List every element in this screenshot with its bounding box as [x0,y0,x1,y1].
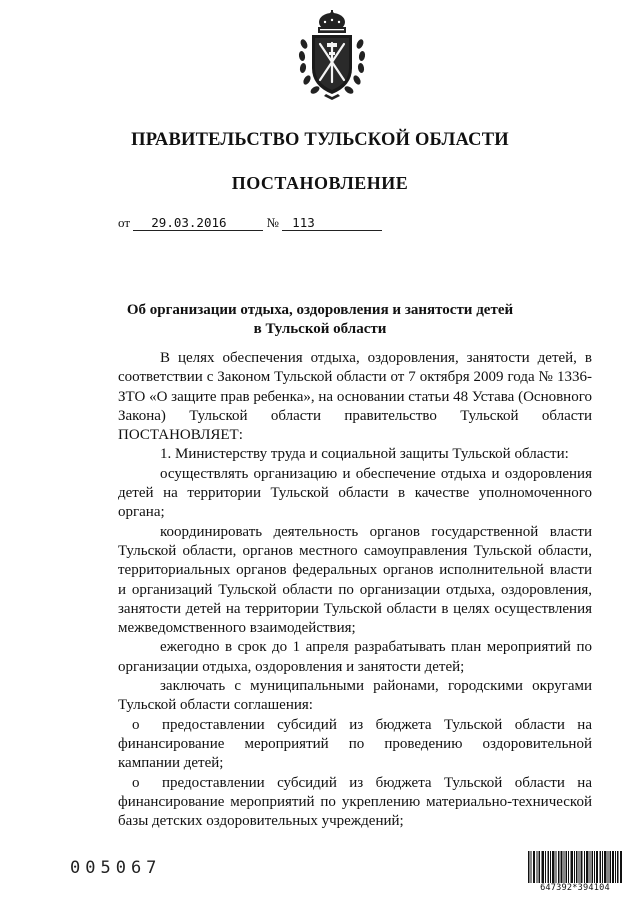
bullet-text: предоставлении субсидий из бюджета Тульской области на финансирование мероприятий по проведению оздоровительной кампании детей; [118,716,592,772]
paragraph-annual-plan: ежегодно в срок до 1 апреля разрабатывать план мероприятий по организации отдыха, оздоровления и занятости детей; [118,639,592,675]
bullet-marker: о [132,774,140,791]
bullet-text: предоставлении субсидий из бюджета Тульской области на финансирование мероприятий по укреплению материально-технической базы детских оздоровительных учреждений; [118,774,592,830]
bullet-item-subsidies-campaign [118,716,592,774]
document-body [118,349,592,831]
paragraph-coordinate: координировать деятельность органов государственной власти Тульской области, органов местного самоуправления Тульской области, территориальных органов федеральных органов исполнительной власти и организаций Тульской области по организации отдыха, оздоровления, занятости детей на территории Тульской области в целях осуществления межведомственного взаимодействия; [118,523,592,637]
tula-coat-of-arms-emblem [298,10,366,102]
subject-line-1: Об организации отдыха, оздоровления и занятости детей [126,302,514,318]
intro-paragraph: В целях обеспечения отдыха, оздоровления, занятости детей, в соответствии с Законом Тульской области от 7 октября 2009 года № 1336-ЗТО «О защите прав ребенка», на основании статьи 48 Устава (Основного Закона) Тульской области правительство Тульской области ПОСТАНОВЛЯЕТ: [118,350,592,444]
date-prefix: от [118,215,131,230]
date-number-line [118,215,382,231]
barcode [528,851,622,883]
document-subject [0,301,640,339]
item-1-heading: 1. Министерству труда и социальной защиты Тульской области: [160,446,569,463]
document-type: ПОСТАНОВЛЕНИЕ [231,173,409,193]
bullet-marker: о [132,716,140,733]
document-date: 29.03.2016 [133,216,263,231]
barcode-number: 647392*394104 [540,883,610,893]
serial-number: 005067 [70,858,162,878]
bullet-item-subsidies-infrastructure [118,774,592,832]
number-prefix: № [266,215,279,230]
paragraph-agreements: заключать с муниципальными районами, городскими округами Тульской области соглашения: [118,678,592,714]
organization-title: ПРАВИТЕЛЬСТВО ТУЛЬСКОЙ ОБЛАСТИ [131,130,509,150]
document-number: 113 [282,216,382,231]
paragraph-organize-rest: осуществлять организацию и обеспечение отдыха и оздоровления детей на территории Тульской области в качестве уполномоченного органа; [118,465,592,521]
subject-line-2: в Тульской области [253,321,387,337]
